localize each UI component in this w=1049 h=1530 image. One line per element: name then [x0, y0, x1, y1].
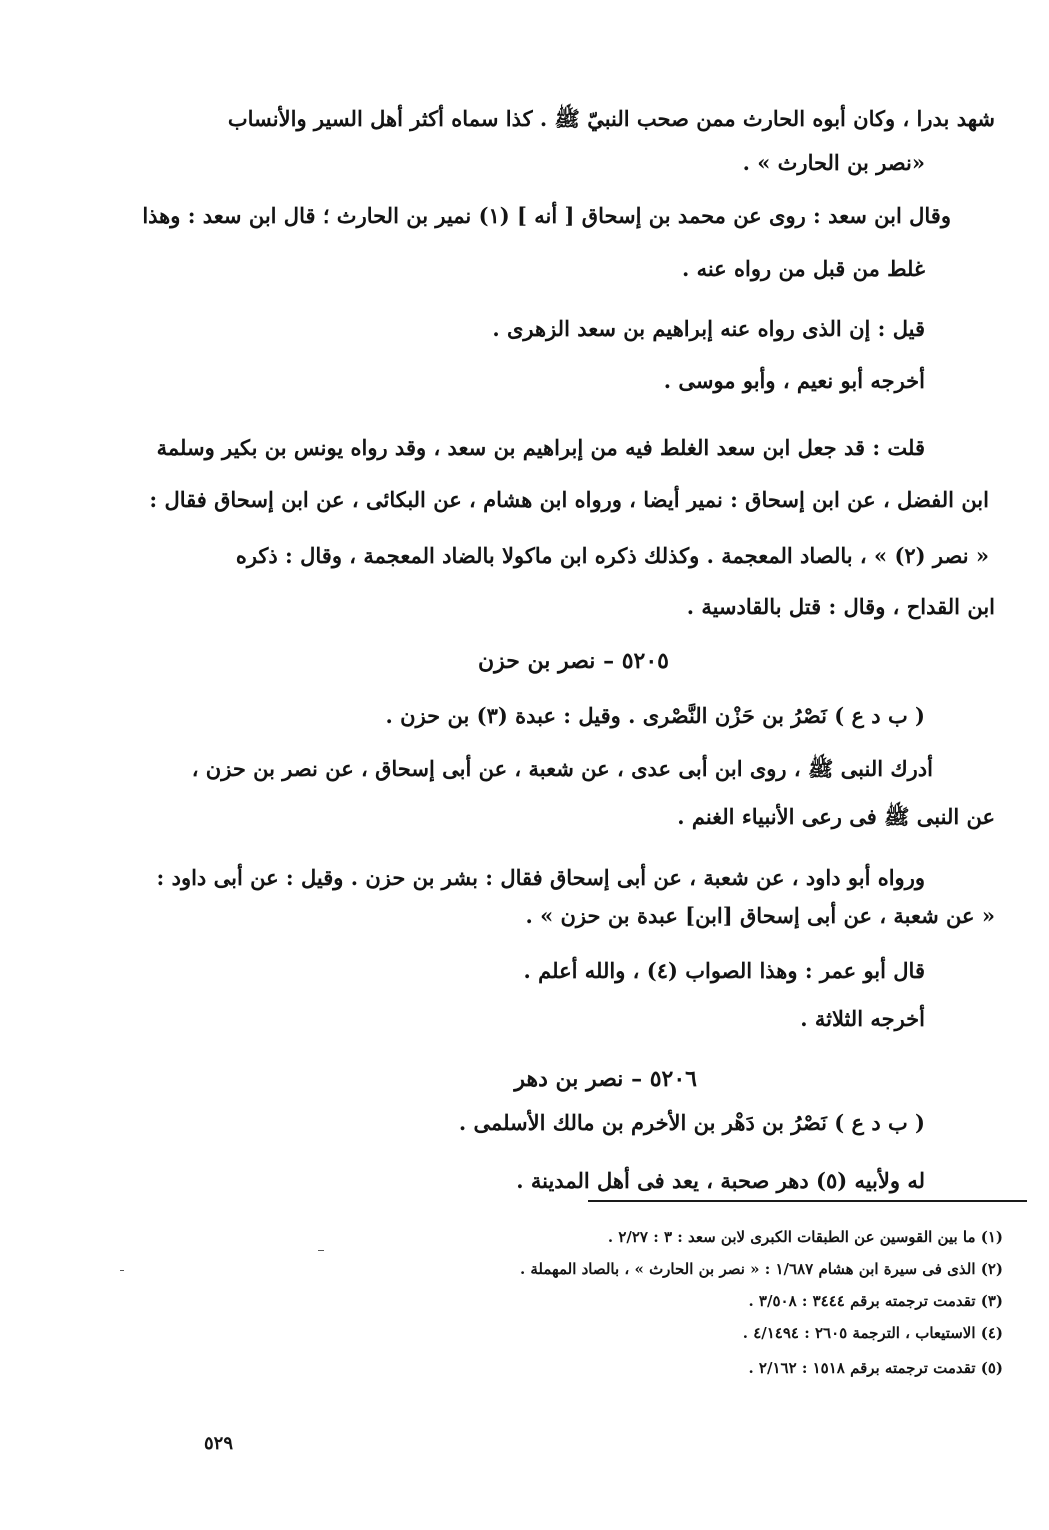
entry-heading: ٥٢٠٥ – نصر بن حزن — [477, 648, 669, 674]
text-line: ابن الفضل ، عن ابن إسحاق : نمير أيضا ، ورواه ابن هشام ، عن البكائى ، عن ابن إسحاق فقال : — [149, 487, 989, 512]
text-line: عن النبى ﷺ فى رعى الأنبياء الغنم . — [677, 804, 995, 829]
text-line: قال أبو عمر : وهذا الصواب (٤) ، والله أعلم . — [523, 958, 925, 983]
footnote-rule — [588, 1200, 1027, 1202]
footnote: (١) ما بين القوسين عن الطبقات الكبرى لابن سعد : ٣ : ٢/٢٧ . — [607, 1228, 1003, 1246]
text-line: غلط من قبل من رواه عنه . — [681, 256, 925, 281]
text-line: له ولأبيه (٥) دهر صحبة ، يعد فى أهل المدينة . — [516, 1168, 925, 1193]
text-line: «نصر بن الحارث » . — [742, 150, 925, 175]
footnote: (٥) تقدمت ترجمته برقم ١٥١٨ : ٢/١٦٢ . — [748, 1359, 1003, 1377]
entry-heading: ٥٢٠٦ – نصر بن دهر — [514, 1066, 697, 1092]
text-line: ( ب د ع ) نَصْرُ بن دَهْر بن الأخرم بن مالك الأسلمى . — [458, 1110, 925, 1135]
text-line: ابن القداح ، وقال : قتل بالقادسية . — [686, 594, 995, 619]
text-line: أخرجه أبو نعيم ، وأبو موسى . — [663, 368, 925, 393]
text-line: وقال ابن سعد : روى عن محمد بن إسحاق [ أنه ] (١) نمير بن الحارث ؛ قال ابن سعد : وهذا — [142, 203, 951, 228]
text-line: أدرك النبى ﷺ ، روى ابن أبى عدى ، عن شعبة ، عن أبى إسحاق ، عن نصر بن حزن ، — [191, 756, 933, 781]
text-line: شهد بدرا ، وكان أبوه الحارث ممن صحب النبيّ ﷺ . كذا سماه أكثر أهل السير والأنساب — [227, 106, 995, 131]
scan-mark — [120, 1270, 124, 1271]
text-line: قيل : إن الذى رواه عنه إبراهيم بن سعد الزهرى . — [492, 316, 925, 341]
text-line: « نصر (٢) » ، بالصاد المعجمة . وكذلك ذكره ابن ماكولا بالضاد المعجمة ، وقال : ذكره — [235, 543, 989, 568]
footnote: (٢) الذى فى سيرة ابن هشام ١/٦٨٧ : « نصر بن الحارث » ، بالصاد المهملة . — [519, 1260, 1003, 1278]
footnote: (٤) الاستيعاب ، الترجمة ٢٦٠٥ : ٤/١٤٩٤ . — [742, 1324, 1003, 1342]
text-line: قلت : قد جعل ابن سعد الغلط فيه من إبراهيم بن سعد ، وقد رواه يونس بن بكير وسلمة — [156, 435, 925, 460]
text-line: أخرجه الثلاثة . — [800, 1006, 925, 1031]
scan-mark — [318, 1250, 324, 1251]
text-line: ( ب د ع ) نَصْرُ بن حَزْن النَّصْرى . وقيل : عبدة (٣) بن حزن . — [385, 703, 925, 728]
page-number: ٥٢٩ — [204, 1433, 234, 1454]
text-line: ورواه أبو داود ، عن شعبة ، عن أبى إسحاق فقال : بشر بن حزن . وقيل : عن أبى داود : — [156, 865, 925, 890]
text-line: « عن شعبة ، عن أبى إسحاق [ابن] عبدة بن حزن » . — [525, 903, 995, 928]
footnote: (٣) تقدمت ترجمته برقم ٣٤٤٤ : ٣/٥٠٨ . — [748, 1292, 1003, 1310]
